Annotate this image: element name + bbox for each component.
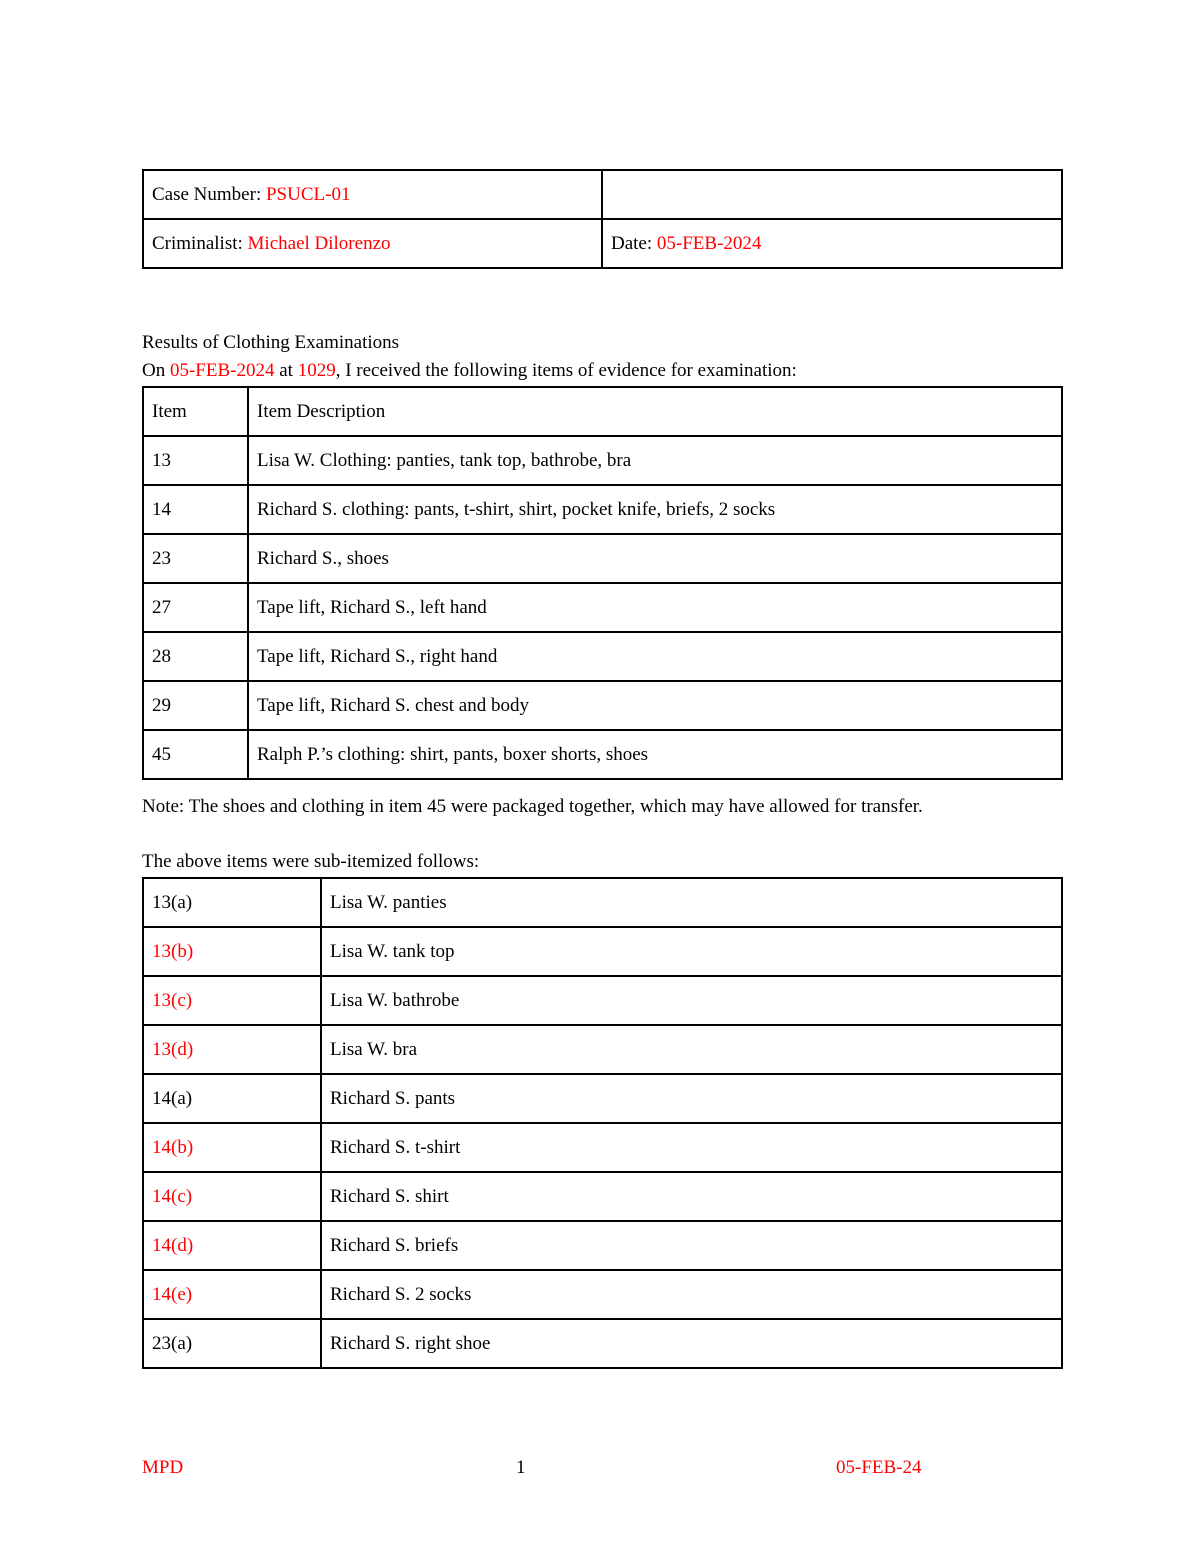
table-row [143, 976, 1062, 1025]
evidence-items-table [142, 386, 1063, 780]
sub-item-id: 14(c) [143, 1172, 321, 1221]
item-number: 28 [143, 632, 248, 681]
sub-items-table [142, 877, 1063, 1369]
transfer-note: Note: The shoes and clothing in item 45 were packaged together, which may have allowed for transfer. [142, 796, 923, 817]
table-row [143, 730, 1062, 779]
item-number: 23 [143, 534, 248, 583]
item-number: 14 [143, 485, 248, 534]
sub-item-description: Lisa W. panties [321, 878, 1062, 927]
case-number-cell [143, 170, 602, 219]
table-row [143, 927, 1062, 976]
sub-item-description: Lisa W. bathrobe [321, 976, 1062, 1025]
table-row [143, 534, 1062, 583]
sub-itemized-intro: The above items were sub-itemized follows: [142, 851, 480, 872]
item-number: 27 [143, 583, 248, 632]
date-label: Date: [611, 232, 657, 254]
sub-item-id: 14(a) [143, 1074, 321, 1123]
sub-item-description: Lisa W. tank top [321, 927, 1062, 976]
intro-line [142, 360, 797, 382]
item-description: Tape lift, Richard S., left hand [248, 583, 1062, 632]
sub-item-description: Lisa W. bra [321, 1025, 1062, 1074]
footer-agency: MPD [142, 1457, 184, 1478]
table-row [143, 681, 1062, 730]
table-row [143, 583, 1062, 632]
table-row [143, 1319, 1062, 1368]
sub-item-id: 13(c) [143, 976, 321, 1025]
case-header-table [142, 169, 1063, 269]
table-row [143, 1123, 1062, 1172]
table-row [143, 632, 1062, 681]
case-number-label: Case Number: [152, 183, 266, 205]
table-row [143, 436, 1062, 485]
item-description: Tape lift, Richard S., right hand [248, 632, 1062, 681]
sub-item-id: 14(d) [143, 1221, 321, 1270]
table-row [143, 1270, 1062, 1319]
sub-item-description: Richard S. right shoe [321, 1319, 1062, 1368]
table-row [143, 1221, 1062, 1270]
intro-time: 1029 [297, 360, 336, 381]
sub-item-id: 13(d) [143, 1025, 321, 1074]
item-description: Richard S., shoes [248, 534, 1062, 583]
date-value: 05-FEB-2024 [656, 232, 762, 254]
item-number: 13 [143, 436, 248, 485]
table-row [143, 1025, 1062, 1074]
section-title: Results of Clothing Examinations [142, 332, 400, 353]
criminalist-row [143, 219, 1062, 268]
criminalist-label: Criminalist: [152, 232, 248, 254]
table-header-row [143, 387, 1062, 436]
sub-item-id: 23(a) [143, 1319, 321, 1368]
date-cell [602, 219, 1062, 268]
sub-item-description: Richard S. briefs [321, 1221, 1062, 1270]
intro-at: at [274, 360, 298, 381]
item-number: 29 [143, 681, 248, 730]
table-row [143, 1074, 1062, 1123]
table-row [143, 878, 1062, 927]
item-description: Lisa W. Clothing: panties, tank top, bathrobe, bra [248, 436, 1062, 485]
empty-cell [602, 170, 1062, 219]
column-header-item: Item [143, 387, 248, 436]
item-description: Richard S. clothing: pants, t-shirt, shirt, pocket knife, briefs, 2 socks [248, 485, 1062, 534]
item-number: 45 [143, 730, 248, 779]
criminalist-cell [143, 219, 602, 268]
item-description: Tape lift, Richard S. chest and body [248, 681, 1062, 730]
table-row [143, 1172, 1062, 1221]
sub-item-description: Richard S. 2 socks [321, 1270, 1062, 1319]
criminalist-value: Michael Dilorenzo [247, 232, 391, 254]
case-number-row [143, 170, 1062, 219]
column-header-description: Item Description [248, 387, 1062, 436]
sub-item-description: Richard S. pants [321, 1074, 1062, 1123]
footer-date: 05-FEB-24 [836, 1457, 922, 1478]
table-row [143, 485, 1062, 534]
case-number-value: PSUCL-01 [265, 183, 351, 205]
item-description: Ralph P.’s clothing: shirt, pants, boxer shorts, shoes [248, 730, 1062, 779]
sub-item-description: Richard S. shirt [321, 1172, 1062, 1221]
sub-item-id: 13(a) [143, 878, 321, 927]
intro-prefix: On [142, 360, 170, 381]
sub-item-id: 14(e) [143, 1270, 321, 1319]
sub-item-id: 13(b) [143, 927, 321, 976]
sub-item-description: Richard S. t-shirt [321, 1123, 1062, 1172]
intro-suffix: , I received the following items of evidence for examination: [335, 360, 797, 381]
footer-page-number: 1 [516, 1457, 526, 1478]
intro-date: 05-FEB-2024 [169, 360, 275, 381]
sub-item-id: 14(b) [143, 1123, 321, 1172]
